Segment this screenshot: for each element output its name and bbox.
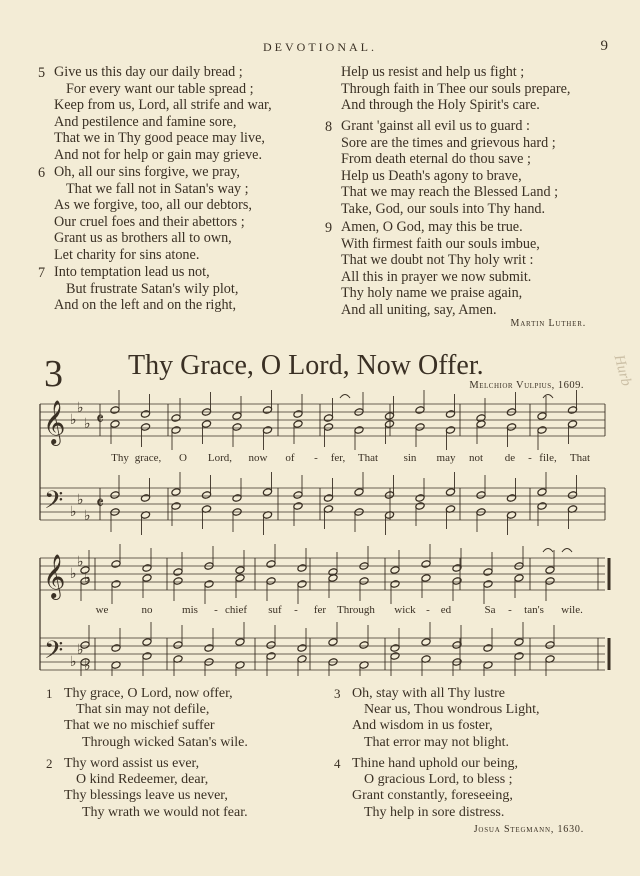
running-title: DEVOTIONAL.	[263, 40, 377, 54]
note-head	[506, 423, 516, 432]
lyric-syllable: tan's	[524, 604, 544, 616]
lyric-syllable: we	[95, 604, 109, 616]
lyric-syllable: -	[528, 452, 532, 464]
flat-sign: ♭	[84, 509, 91, 524]
note-head	[293, 410, 303, 419]
lyric-syllable: -	[426, 604, 430, 616]
note-head	[293, 420, 303, 429]
note-head	[204, 644, 214, 653]
flat-sign: ♭	[70, 655, 77, 670]
flat-sign: ♭	[84, 571, 91, 586]
note-head	[545, 641, 555, 650]
note-head	[171, 488, 181, 497]
flat-sign: ♭	[77, 555, 84, 570]
note-head	[567, 491, 577, 500]
flat-sign: ♭	[70, 567, 77, 582]
note-head	[476, 491, 486, 500]
music-score	[0, 388, 640, 676]
lyric-syllable: de	[504, 452, 516, 464]
fermata	[340, 395, 350, 399]
note-head	[140, 410, 150, 419]
note-head	[537, 426, 547, 435]
lyric-syllable: That	[569, 452, 591, 464]
note-head	[142, 652, 152, 661]
verse-number: 4	[334, 756, 341, 771]
note-head	[171, 414, 181, 423]
note-head	[140, 423, 150, 432]
note-head	[235, 566, 245, 575]
bass-clef: 𝄢	[44, 636, 64, 671]
note-head	[232, 494, 242, 503]
note-head	[445, 426, 455, 435]
lyric-syllable: Through	[337, 604, 375, 616]
lyric-syllable: wile.	[561, 604, 583, 616]
note-head	[514, 574, 524, 583]
note-head	[421, 560, 431, 569]
note-head	[142, 564, 152, 573]
hymn-verse-4: 4 Thine hand uphold our being, O gracious Lord, to bless ; Grant constantly, foreseeing, Thy help in sore distress.	[334, 756, 519, 820]
note-head	[201, 491, 211, 500]
verse-9: 9 Amen, O God, may this be true. With firmest faith our souls imbue, That we doubt not Thy holy writ : All this in prayer we now submit. Thy holy name we praise again, And all uniting, say, Amen.	[325, 219, 540, 318]
note-head	[266, 652, 276, 661]
note-head	[328, 638, 338, 647]
lyric-syllable: fer	[313, 604, 327, 616]
note-head	[173, 641, 183, 650]
note-head	[384, 412, 394, 421]
note-head	[545, 566, 555, 575]
note-head	[384, 420, 394, 429]
note-head	[452, 641, 462, 650]
note-head	[506, 494, 516, 503]
note-head	[111, 560, 121, 569]
treble-clef: 𝄞	[43, 554, 66, 598]
note-head	[415, 406, 425, 415]
note-head	[262, 406, 272, 415]
verse-7-continued: Help us resist and help us fight ; Through faith in Thee our souls prepare, And through the Holy Spirit's care.	[341, 64, 571, 114]
note-head	[297, 564, 307, 573]
composer-credit: Melchior Vulpius, 1609.	[469, 380, 584, 391]
lyric-syllable: no	[141, 604, 153, 616]
score-drawing	[40, 390, 609, 676]
lyric-syllable: suf	[268, 604, 282, 616]
note-head	[171, 502, 181, 511]
fermata	[543, 395, 553, 399]
note-head	[266, 641, 276, 650]
note-head	[232, 412, 242, 421]
verse-number: 1	[46, 686, 53, 701]
lyric-syllable: may	[436, 452, 456, 464]
note-head	[415, 502, 425, 511]
note-head	[354, 426, 364, 435]
verse-number: 3	[334, 686, 341, 701]
note-head	[390, 652, 400, 661]
flat-sign: ♭	[70, 413, 77, 428]
note-head	[235, 574, 245, 583]
note-head	[110, 491, 120, 500]
note-head	[567, 420, 577, 429]
lyric-syllable: now	[248, 452, 268, 464]
page-number: 9	[600, 38, 608, 54]
flat-sign: ♭	[84, 417, 91, 432]
note-head	[390, 580, 400, 589]
note-head	[514, 638, 524, 647]
lyric-syllable: Lord,	[207, 452, 233, 464]
lyric-syllable: not	[468, 452, 484, 464]
flat-sign: ♭	[70, 505, 77, 520]
note-head	[415, 423, 425, 432]
note-head	[421, 638, 431, 647]
note-head	[545, 577, 555, 586]
note-head	[390, 644, 400, 653]
verse-number: 8	[325, 119, 333, 135]
note-head	[142, 638, 152, 647]
fermata	[543, 549, 553, 553]
note-head	[293, 491, 303, 500]
lyric-syllable: ed	[440, 604, 452, 616]
note-head	[359, 577, 369, 586]
lyric-syllable: Sa	[484, 604, 496, 616]
note-head	[452, 577, 462, 586]
lyric-syllable: chief	[225, 604, 247, 616]
note-head	[262, 426, 272, 435]
note-head	[421, 574, 431, 583]
note-head	[445, 488, 455, 497]
lyric-syllable: -	[314, 452, 318, 464]
verse-number: 7	[38, 265, 46, 281]
lyric-syllable: -	[508, 604, 512, 616]
note-head	[204, 580, 214, 589]
note-head	[173, 577, 183, 586]
hymn-title: Thy Grace, O Lord, Now Offer.	[128, 350, 484, 381]
note-head	[537, 488, 547, 497]
verse-number: 5	[38, 65, 46, 81]
lyric-syllable: -	[214, 604, 218, 616]
note-head	[452, 564, 462, 573]
note-head	[232, 423, 242, 432]
flat-sign: ♭	[77, 643, 84, 658]
lyric-syllable: wick	[394, 604, 416, 616]
note-head	[80, 641, 90, 650]
lyric-syllable: -	[294, 604, 298, 616]
upper-hymn-author: Martin Luther.	[510, 318, 586, 329]
note-head	[323, 414, 333, 423]
lyric-syllable: That	[357, 452, 379, 464]
note-head	[266, 560, 276, 569]
note-head	[111, 644, 121, 653]
verse-number: 6	[38, 165, 46, 181]
note-head	[173, 568, 183, 577]
hymn-verse-3: 3 Oh, stay with all Thy lustre Near us, Thou wondrous Light, And wisdom in us foster, That error may not blight.	[334, 686, 540, 750]
note-head	[537, 412, 547, 421]
note-head	[297, 644, 307, 653]
fermata	[562, 549, 572, 553]
flat-sign: ♭	[77, 493, 84, 508]
lyric-syllable: fer,	[330, 452, 346, 464]
lyric-syllable: O	[179, 452, 187, 464]
hymn-verse-2: 2 Thy word assist us ever, O kind Redeemer, dear, Thy blessings leave us never, Thy wrath we would not fear.	[46, 756, 248, 820]
note-head	[384, 491, 394, 500]
hymn-verse-1: 1 Thy grace, O Lord, now offer, That sin may not defile, That we no mischief suffer Through wicked Satan's wile.	[46, 686, 248, 750]
treble-clef: 𝄞	[43, 400, 66, 444]
note-head	[235, 638, 245, 647]
margin-pencil-note: Hurb	[610, 353, 635, 388]
note-head	[142, 574, 152, 583]
lyric-syllable: of	[285, 452, 295, 464]
lyric-syllable: file,	[539, 452, 557, 464]
hymn-number: 3	[44, 353, 63, 395]
verse-number: 9	[325, 220, 333, 236]
bass-clef: 𝄢	[44, 486, 64, 521]
flat-sign: ♭	[84, 659, 91, 674]
lyric-syllable: grace,	[134, 452, 162, 464]
note-head	[445, 410, 455, 419]
hymn-author: Josua Stegmann, 1630.	[473, 824, 584, 835]
note-head	[483, 568, 493, 577]
lyric-syllable: sin	[403, 452, 417, 464]
note-head	[483, 644, 493, 653]
time-signature: 𝄵	[96, 493, 105, 514]
verse-number: 2	[46, 756, 53, 771]
time-signature: 𝄵	[96, 409, 105, 430]
note-head	[266, 577, 276, 586]
lyric-syllable: mis	[182, 604, 198, 616]
note-head	[415, 494, 425, 503]
note-head	[390, 566, 400, 575]
note-head	[171, 426, 181, 435]
note-head	[262, 488, 272, 497]
note-head	[323, 423, 333, 432]
note-head	[293, 502, 303, 511]
note-head	[201, 420, 211, 429]
note-head	[110, 420, 120, 429]
lyric-syllable: Thy	[111, 452, 129, 464]
note-head	[567, 406, 577, 415]
note-head	[110, 406, 120, 415]
note-head	[359, 641, 369, 650]
note-head	[111, 580, 121, 589]
note-head	[354, 488, 364, 497]
note-head	[483, 580, 493, 589]
verse-5: 5 Give us this day our daily bread ; For every want our table spread ; Keep from us, Lord, all strife and war, And pestilence and famine sore, That we in Thy good peace may live, And not for help or gain may grieve.	[38, 64, 272, 163]
flat-sign: ♭	[77, 401, 84, 416]
note-head	[537, 502, 547, 511]
verse-8: 8 Grant 'gainst all evil us to guard : Sore are the times and grievous hard ; From death eternal do thou save ; Help us Death's agony to brave, That we may reach the Blessed Land ; Take, God, our souls into Thy hand.	[325, 118, 559, 217]
note-head	[140, 494, 150, 503]
verse-6: 6 Oh, all our sins forgive, we pray, That we fall not in Satan's way ; As we forgive, too, all our debtors, Our cruel foes and their abettors ; Grant us as brothers all to own, Let charity for sins atone.	[38, 164, 252, 263]
note-head	[297, 580, 307, 589]
note-head	[514, 652, 524, 661]
note-head	[323, 494, 333, 503]
verse-7: 7 Into temptation lead us not, But frustrate Satan's wily plot, And on the left and on the right,	[38, 264, 239, 314]
